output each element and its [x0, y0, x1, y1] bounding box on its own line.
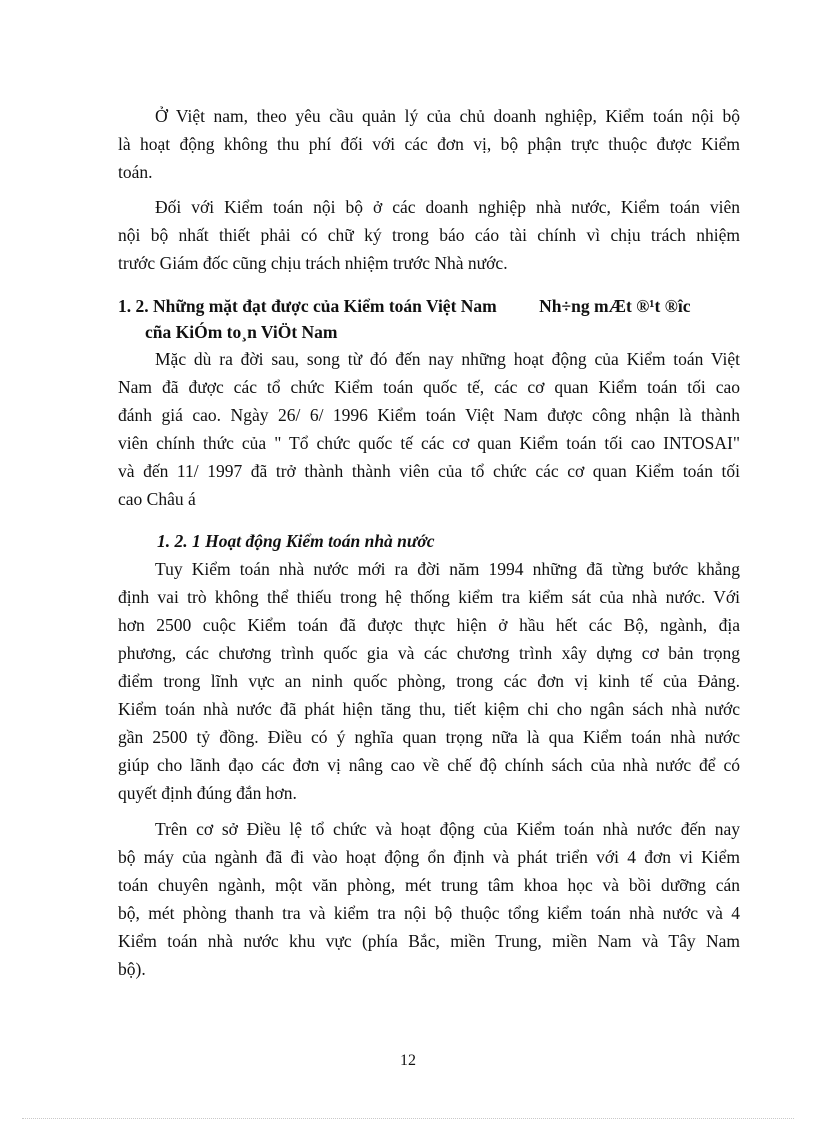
- paragraph-state-audit-organization: [118, 815, 740, 983]
- text-line: Tuy Kiểm toán nhà nước mới ra đời năm 1994 những đã từng bước khẳng: [155, 559, 740, 579]
- text-line: trước Giám đốc cũng chịu trách nhiệm trước Nhà nước.: [118, 253, 508, 273]
- text-line: Nam đã được các tổ chức Kiểm toán quốc tế, các cơ quan Kiểm toán tối cao: [118, 377, 740, 397]
- text-line: bộ).: [118, 959, 146, 979]
- text-line: giúp cho lãnh đạo các đơn vị nâng cao về chế độ chính sách của nhà nước để có: [118, 755, 740, 775]
- text-line: cao Châu á: [118, 489, 196, 509]
- text-line: bộ máy của ngành đã đi vào hoạt động ổn định và phát triển với 4 đơn vi Kiểm: [118, 847, 740, 867]
- page-number: 12: [400, 1052, 416, 1069]
- text-line: hơn 2500 cuộc Kiểm toán đã được thực hiện ở hầu hết các Bộ, ngành, địa: [118, 615, 740, 635]
- text-line: đánh giá cao. Ngày 26/ 6/ 1996 Kiểm toán Việt Nam được công nhận là thành: [118, 405, 740, 425]
- text-line: điểm trong lĩnh vực an ninh quốc phòng, trong các đơn vị kinh tế của Đảng.: [118, 671, 740, 691]
- section-title-garbled-line1: Nh÷ng mÆt ®¹t ®îc: [539, 296, 691, 316]
- section-title-garbled-line2: cña KiÓm to¸n ViÖt Nam: [145, 322, 338, 342]
- text-line: quyết định đúng đắn hơn.: [118, 783, 297, 803]
- text-line: bộ, mét phòng thanh tra và kiểm tra nội bộ thuộc tổng kiểm toán nhà nước và 4: [118, 903, 740, 923]
- text-line: Mặc dù ra đời sau, song từ đó đến nay những hoạt động của Kiểm toán Việt: [155, 349, 740, 369]
- text-line: Kiểm toán nhà nước đã phát hiện tăng thu, tiết kiệm chi cho ngân sách nhà nước: [118, 699, 740, 719]
- section-title: Những mặt đạt được của Kiểm toán Việt Nam: [153, 296, 497, 316]
- paragraph-internal-audit-state-enterprises: [118, 193, 740, 277]
- text-line: Đối với Kiểm toán nội bộ ở các doanh nghiệp nhà nước, Kiểm toán viên: [155, 197, 740, 217]
- text-line: viên chính thức của " Tổ chức quốc tế các cơ quan Kiểm toán tối cao INTOSAI": [118, 433, 740, 453]
- text-line: phương, các chương trình quốc gia và các chương trình xây dựng cơ bản trọng: [118, 643, 740, 663]
- section-number: 1. 2.: [118, 296, 149, 316]
- paragraph-internal-audit-vietnam: [118, 102, 740, 186]
- paragraph-state-audit-activity: [118, 555, 740, 807]
- subsection-heading: 1. 2. 1 Hoạt động Kiểm toán nhà nước: [157, 531, 435, 551]
- text-line: Ở Việt nam, theo yêu cầu quản lý của chủ doanh nghiệp, Kiểm toán nội bộ: [155, 106, 740, 126]
- footer-dotted-rule: [22, 1118, 794, 1119]
- text-line: là hoạt động không thu phí đối với các đơn vị, bộ phận trực thuộc được Kiểm: [118, 134, 740, 154]
- text-line: định vai trò không thể thiếu trong hệ thống kiểm tra kiểm sát của nhà nước. Với: [118, 587, 740, 607]
- section-heading: [118, 293, 758, 345]
- text-line: Kiểm toán nhà nước khu vực (phía Bắc, miền Trung, miền Nam và Tây Nam: [118, 931, 740, 951]
- text-line: nội bộ nhất thiết phải có chữ ký trong báo cáo tài chính vì chịu trách nhiệm: [118, 225, 740, 245]
- text-line: gần 2500 tỷ đồng. Điều có ý nghĩa quan trọng nữa là qua Kiểm toán nhà nước: [118, 727, 740, 747]
- text-line: và đến 11/ 1997 đã trở thành thành viên của tổ chức các cơ quan Kiểm toán tối: [118, 461, 740, 481]
- paragraph-sai-vietnam-history: [118, 345, 740, 513]
- text-line: toán chuyên ngành, một văn phòng, mét trung tâm khoa học và bồi dưỡng cán: [118, 875, 740, 895]
- text-line: Trên cơ sở Điều lệ tổ chức và hoạt động của Kiểm toán nhà nước đến nay: [155, 819, 740, 839]
- text-line: toán.: [118, 162, 153, 182]
